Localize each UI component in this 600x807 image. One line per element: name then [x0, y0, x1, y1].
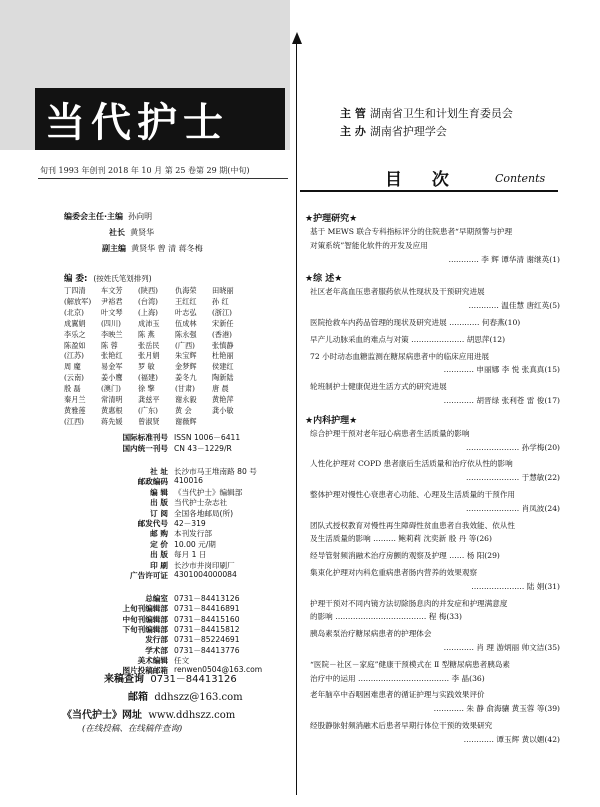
member-name: 王红红 — [175, 296, 197, 306]
info-row — [90, 508, 233, 519]
member-name: 龚兹平 — [138, 395, 160, 405]
toc-entry[interactable] — [310, 380, 560, 408]
member-name: 徐 擎 — [138, 384, 155, 394]
toc-entry-title: 72 小时动态血糖监测在糖尿病患者中的临床应用进展 — [310, 351, 490, 361]
toc-entry-authors: ………… 谭玉辉 黄以媚(42) — [463, 734, 560, 744]
member-name: 谢薇辉 — [175, 416, 197, 426]
toc-entry[interactable] — [310, 285, 560, 313]
member-name: 周 魔 — [64, 362, 81, 372]
info-row — [90, 487, 242, 498]
toc-entry-title: “医院－社区－家庭”健康干预模式在 Ⅱ 型糖尿病患者胰岛素 — [310, 659, 511, 669]
member-name: 陈 蓉 — [101, 340, 118, 350]
toc-entry[interactable] — [310, 316, 560, 330]
member-name: 曾淑贤 — [138, 416, 160, 426]
info-row — [90, 497, 227, 508]
member-name: (云南) — [64, 373, 84, 383]
member-name: 宋新任 — [212, 318, 234, 328]
toc-entry-title: 整体护理对慢性心衰患者心功能、心理及生活质量的干预作用 — [310, 490, 516, 499]
member-name: 成翼娟 — [64, 318, 86, 328]
toc-entry[interactable] — [310, 627, 560, 655]
toc-entry[interactable] — [310, 488, 560, 516]
submission-email: 邮箱 ddhszz@163.com — [128, 692, 243, 703]
member-name: 陈 燕 — [138, 329, 155, 339]
member-name: (福建) — [138, 373, 158, 383]
toc-entry[interactable] — [310, 549, 560, 563]
toc-entry-title: 及生活质量的影响 ……… 鲍莉莉 沈奕新 殷 丹 等(26) — [310, 534, 492, 544]
member-row — [64, 319, 288, 330]
member-name: 张岳民 — [138, 340, 160, 350]
member-row — [64, 341, 288, 352]
info-row — [90, 560, 235, 571]
toc-entry-title: 经导管射频消融术治疗房颤的观察及护理 …… 杨 阳(29) — [310, 551, 500, 561]
toc-entry-title: 综合护理干预对老年冠心病患者生活质量的影响 — [310, 428, 470, 438]
member-name: 仇海荣 — [175, 286, 197, 295]
toc-entry-authors: ………………… 陆 娟(31) — [471, 581, 560, 591]
member-name: 张慎静 — [212, 340, 234, 350]
info-label: 广告许可证 — [130, 571, 168, 580]
info-label: 订 阅 — [150, 508, 168, 518]
toc-entry[interactable] — [310, 597, 560, 625]
info-row — [90, 476, 203, 487]
member-name: 常清明 — [101, 395, 123, 405]
info-value: 全国各地邮局(所) — [174, 508, 234, 518]
member-row — [64, 395, 288, 406]
toc-entry-title: 对策系统”智能化软件的开发及应用 — [310, 240, 428, 250]
member-name: 易金军 — [101, 362, 123, 372]
member-name: 唐 晨 — [212, 384, 229, 394]
toc-title: 目 次 — [385, 170, 461, 190]
toc-section-heading: ★内科护理★ — [305, 415, 358, 426]
member-row — [64, 373, 288, 384]
query-phone: 来稿查询 0731－84413126 — [104, 674, 237, 685]
member-row — [64, 297, 288, 308]
toc-section-heading: ★综 述★ — [305, 274, 343, 285]
toc-entry-title: 人性化护理对 COPD 患者康后生活质量和治疗依从性的影响 — [310, 459, 513, 469]
info-value: CN 43－1229/R — [174, 443, 232, 453]
member-name: (广东) — [138, 405, 158, 415]
member-name: (四川) — [101, 318, 121, 328]
toc-entry[interactable] — [310, 719, 560, 747]
member-name: 车文芳 — [101, 286, 123, 295]
member-name: 殷 磊 — [64, 384, 81, 394]
toc-entry-authors: ………… 肖 理 游炳丽 帅文洁(35) — [443, 642, 560, 652]
member-name: 杜艳丽 — [212, 351, 234, 361]
member-name: 李乐之 — [64, 329, 86, 339]
member-name: 黄雅莲 — [64, 405, 86, 415]
toc-entry-authors: ………… 胡晋绿 张利苍 雷 俊(17) — [443, 395, 560, 405]
info-label: 国内统一刊号 — [122, 443, 168, 453]
info-value: 0731－85224691 — [174, 635, 240, 645]
info-value: 《当代护士》编辑部 — [174, 487, 243, 497]
vertical-divider — [296, 40, 297, 795]
toc-entry-title: 治疗中的运用 ……………………………… 李 晶(36) — [310, 673, 485, 683]
member-name: 孙 红 — [212, 296, 229, 306]
member-row — [64, 351, 288, 362]
info-label: 总编室 — [145, 594, 168, 603]
toc-entry-authors: ………… 温佳慧 唐红英(5) — [468, 301, 560, 311]
member-name: 田晓丽 — [212, 286, 234, 295]
member-name: 叶文琴 — [101, 307, 123, 317]
info-label: 学术部 — [145, 645, 168, 655]
info-value: 每月 1 日 — [174, 550, 207, 560]
info-label: 出 版 — [150, 550, 168, 560]
member-name: (江苏) — [64, 351, 84, 361]
website: 《当代护士》网址 www.ddhszz.com — [62, 710, 236, 721]
member-name: (香港) — [212, 329, 232, 339]
info-label: 国际标准刊号 — [122, 433, 168, 442]
toc-entry-title: 经股静脉射频消融术后患者早期行体位干预的效果研究 — [310, 721, 493, 730]
member-name: 叶志弘 — [175, 307, 197, 317]
member-name: 龚小敏 — [212, 405, 234, 415]
info-label: 编 辑 — [150, 487, 168, 497]
toc-entry-title: 胰岛素泵治疗糖尿病患者的护理体会 — [310, 629, 432, 639]
toc-entry[interactable] — [310, 688, 560, 716]
toc-entry-authors: ………… 李 辉 谭华清 谢继英(1) — [448, 254, 560, 264]
info-value: 410016 — [174, 476, 203, 486]
info-row — [90, 432, 240, 443]
member-name: 姜冬九 — [175, 373, 197, 383]
toc-entry-title: 早产儿动脉采血的难点与对策 ………………… 胡思萍(12) — [310, 334, 506, 344]
member-name: 伍成林 — [175, 318, 197, 328]
member-name: 侯建红 — [212, 362, 234, 372]
online-note: (在线投稿、在线稿件查询) — [82, 724, 183, 734]
member-name: 陈永强 — [175, 329, 197, 339]
toc-entry-title: 社区老年高血压患者服药依从性现状及干预研究进展 — [310, 287, 485, 297]
info-value: 10.00 元/期 — [174, 539, 216, 549]
member-name: 成沛玉 — [138, 318, 160, 328]
info-label: 邮政编码 — [137, 477, 168, 487]
info-label: 邮发代号 — [137, 519, 168, 528]
info-row — [90, 466, 257, 477]
info-row — [90, 549, 206, 560]
member-name: 尹裕君 — [101, 296, 123, 306]
member-name: 张艳红 — [101, 351, 123, 361]
toc-entry-authors: ………………… 孙学梅(20) — [466, 442, 560, 452]
member-name: 金梦辉 — [175, 362, 197, 372]
info-value: 任文 — [174, 655, 190, 665]
member-name: (广西) — [175, 340, 195, 350]
member-row — [64, 384, 288, 395]
toc-entry-authors: ………… 朱 静 俞海骧 黄玉蓉 等(39) — [433, 704, 560, 714]
toc-entry[interactable] — [310, 658, 560, 686]
info-label: 中旬刊编辑部 — [122, 614, 168, 624]
left-rule — [38, 178, 288, 179]
sponsor-line-1: 主 管 湖南省卫生和计划生育委员会 — [340, 107, 513, 120]
member-name: 谢永毅 — [175, 395, 197, 405]
member-name: 黄艳萍 — [212, 395, 234, 405]
toc-entry-authors: ………… 申丽娜 李 悦 张真真(15) — [443, 365, 560, 375]
member-name: 蒋先媛 — [101, 416, 123, 426]
member-name: 朱宝辉 — [175, 351, 197, 361]
toc-entry[interactable] — [310, 566, 560, 594]
info-value: 当代护士杂志社 — [174, 498, 228, 508]
info-value: 长沙市井岗印刷厂 — [174, 560, 235, 570]
info-label: 下旬刊编辑部 — [122, 624, 168, 634]
info-row — [90, 518, 206, 529]
right-rule — [300, 190, 558, 192]
info-row — [90, 528, 212, 539]
member-name: 罗 敏 — [138, 362, 155, 372]
member-name: (浙江) — [212, 307, 232, 317]
info-label: 发行部 — [145, 635, 168, 645]
member-name: 陶新陆 — [212, 373, 234, 383]
info-value: ISSN 1006－6411 — [174, 433, 241, 442]
toc-entry-title: 集束化护理对内科危重病患者肠内营养的效果观察 — [310, 568, 478, 577]
member-name: 秦月兰 — [64, 395, 86, 405]
member-name: (江西) — [64, 416, 84, 426]
member-name: 黄惠根 — [101, 405, 123, 415]
member-name: (澳门) — [101, 384, 121, 394]
info-row — [90, 539, 216, 550]
info-value: 0731－84416891 — [174, 604, 240, 614]
deputy-editors: 副主编 黄贤华 曾 清 蒋冬梅 — [102, 244, 203, 253]
member-name: 姜小鹰 — [101, 373, 123, 383]
toc-entry[interactable] — [310, 457, 560, 485]
toc-entry-title: 轮班制护士健康促进生活方式的研究进展 — [310, 382, 447, 392]
info-label: 出 版 — [150, 498, 168, 508]
journal-title: 当代护士 — [35, 88, 285, 150]
info-label: 定 价 — [150, 539, 168, 549]
member-row — [64, 417, 288, 428]
toc-entry-title: 医院抢救车内药品管理的现状及研究进展 ………… 何春燕(10) — [310, 318, 521, 327]
member-row — [64, 330, 288, 341]
info-value: 0731－84413126 — [174, 594, 240, 603]
sponsor-line-2: 主 办 湖南省护理学会 — [340, 125, 447, 138]
toc-entry-title: 老年脑卒中吞咽困难患者的循证护理与实践效果评价 — [310, 690, 485, 700]
member-name: 丁四清 — [64, 286, 86, 295]
info-label: 上旬刊编辑部 — [122, 604, 168, 614]
member-name: (北京) — [64, 307, 84, 317]
info-row — [90, 443, 232, 454]
toc-entry[interactable] — [310, 519, 560, 547]
info-value: 长沙市马王堆南路 80 号 — [174, 467, 257, 476]
info-value: 0731－84413776 — [174, 645, 240, 655]
member-name: (陕西) — [138, 286, 158, 295]
toc-section-heading: ★护理研究★ — [305, 214, 358, 224]
info-value: renwen0504@163.com — [174, 665, 263, 675]
member-row — [64, 286, 288, 297]
members-grid — [64, 286, 288, 428]
president: 社长 黄贤华 — [109, 228, 155, 237]
toc-entry-authors: ………………… 于慧敏(22) — [466, 473, 560, 483]
arrow-up-icon — [292, 32, 302, 44]
member-row — [64, 308, 288, 319]
member-name: (台湾) — [138, 296, 158, 306]
member-row — [64, 406, 288, 417]
info-value: 42－319 — [174, 519, 206, 528]
toc-entry-title: 的影响 ……………………………… 程 梅(33) — [310, 612, 462, 622]
toc-entry-title: 团队式授权教育对慢性再生障碍性贫血患者自我效能、依从性 — [310, 520, 516, 530]
member-name — [212, 417, 249, 428]
toc-entry[interactable] — [310, 427, 560, 455]
toc-entry[interactable] — [310, 225, 560, 266]
member-name: 张月娟 — [138, 351, 160, 361]
toc-entry-title: 基于 MEWS 联合专科指标评分的住院患者“早期预警与护理 — [310, 227, 513, 236]
info-label: 印 刷 — [150, 560, 168, 570]
member-name: 黄 会 — [175, 405, 192, 415]
member-name: (甘肃) — [175, 384, 195, 394]
info-label: 社 址 — [150, 467, 168, 476]
info-label: 美术编辑 — [137, 655, 168, 665]
toc-entry-authors: ………………… 肖凤波(24) — [466, 503, 560, 513]
member-name: 李映兰 — [101, 329, 123, 339]
info-value: 4301004000084 — [174, 570, 237, 579]
member-name: (上海) — [138, 307, 158, 317]
toc-entry-title: 护理干预对不同内镜方法切除肠息肉的并发症和护理满意度 — [310, 598, 508, 608]
info-label: 邮 购 — [150, 529, 168, 539]
toc-entry[interactable] — [310, 350, 560, 378]
member-name: 陈盈如 — [64, 340, 86, 350]
info-row — [90, 570, 237, 581]
info-value: 0731－84415812 — [174, 624, 240, 634]
info-value: 0731－84415160 — [174, 614, 240, 624]
issue-info-line: 旬刊 1993 年创刊 2018 年 10 月 第 25 卷第 29 期(中旬) — [40, 166, 250, 175]
member-row — [64, 362, 288, 373]
info-value: 本刊发行部 — [174, 529, 212, 539]
member-name: (解放军) — [64, 296, 92, 306]
editor-in-chief: 编委会主任·主编 孙向明 — [64, 212, 153, 221]
members-title: 编 委: (按姓氏笔划排列) — [64, 274, 152, 284]
info-label: 图片投稿邮箱 — [122, 666, 168, 676]
toc-subtitle: Contents — [495, 172, 546, 185]
toc-entry[interactable] — [310, 333, 560, 347]
